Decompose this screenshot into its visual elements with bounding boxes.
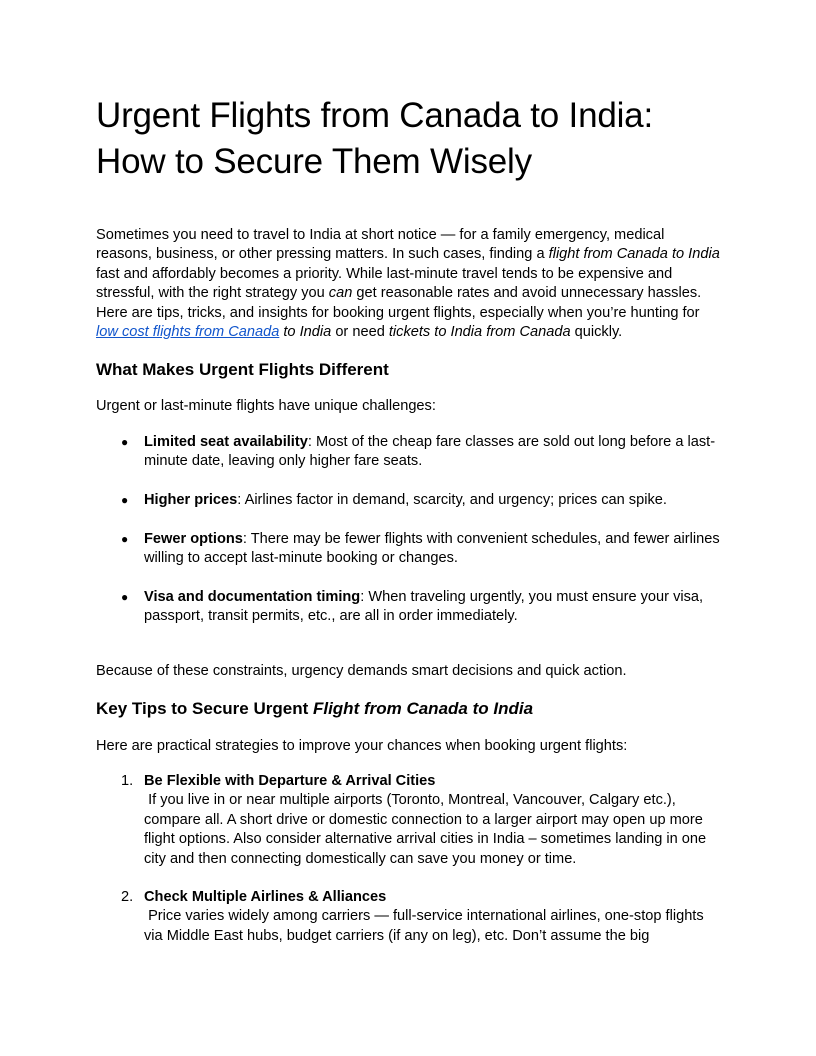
list-item-head: Fewer options bbox=[144, 531, 243, 547]
bullet-icon: ● bbox=[121, 435, 129, 449]
intro-paragraph bbox=[96, 226, 720, 342]
list-item-text: : Airlines factor in demand, scarcity, and urgency; prices can spike. bbox=[237, 492, 667, 508]
list-item-text: If you live in or near multiple airports (Toronto, Montreal, Vancouver, Calgary etc.), compare all. A short drive or domestic connection to a larger airport may open up more flight options. Also consider alternative arrival cities in India – sometimes landing in one city and then connecting domestically can save you money or time. bbox=[144, 792, 711, 867]
title-line-2: How to Secure Them Wisely bbox=[96, 142, 532, 181]
intro-italic-1: flight from Canada to India bbox=[548, 246, 720, 263]
list-item-body bbox=[144, 772, 720, 869]
section2-lead: Here are practical strategies to improve your chances when booking urgent flights: bbox=[96, 738, 628, 754]
list-number: 2. bbox=[121, 889, 134, 905]
list-item-head: Be Flexible with Departure & Arrival Cities bbox=[144, 773, 436, 789]
section2-heading bbox=[96, 698, 533, 720]
list-item-text: Price varies widely among carriers — full-service international airlines, one-stop flights via Middle East hubs, budget carriers (if any on leg), etc. Don’t assume the big bbox=[144, 908, 708, 944]
list-item-head: Visa and documentation timing bbox=[144, 589, 361, 605]
section1-lead: Urgent or last-minute flights have unique challenges: bbox=[96, 398, 436, 414]
list-item-body bbox=[144, 530, 720, 569]
intro-italic-4: tickets to India from Canada bbox=[388, 324, 571, 341]
low-cost-flights-link[interactable]: low cost flights from Canada bbox=[96, 324, 280, 341]
section1-heading: What Makes Urgent Flights Different bbox=[96, 360, 389, 379]
bullet-icon: ● bbox=[121, 590, 129, 604]
bullet-icon: ● bbox=[121, 532, 129, 546]
list-item-text: : Most of the cheap fare classes are sold out long before a last-minute date, leaving only higher fare seats. bbox=[144, 434, 716, 470]
section2-heading-italic: Flight from Canada to India bbox=[312, 699, 534, 718]
list-item-text: : When traveling urgently, you must ensure your visa, passport, transit permits, etc., are all in order immediately. bbox=[144, 589, 704, 625]
list-item-text: : There may be fewer flights with convenient schedules, and fewer airlines willing to accept last-minute booking or changes. bbox=[144, 531, 720, 567]
intro-italic-2: can bbox=[328, 285, 353, 302]
title-line-1: Urgent Flights from Canada to India: bbox=[96, 96, 653, 135]
list-item-head: Check Multiple Airlines & Alliances bbox=[144, 889, 387, 905]
section1-closing: Because of these constraints, urgency demands smart decisions and quick action. bbox=[96, 663, 627, 679]
list-number: 1. bbox=[121, 773, 134, 789]
section2-heading-plain: Key Tips to Secure Urgent bbox=[96, 699, 313, 718]
intro-text-1: Sometimes you need to travel to India at short notice — for a family emergency, medical reasons, business, or other pressing matters. In such cases, finding a bbox=[96, 227, 665, 263]
list-item-body bbox=[144, 433, 720, 472]
bullet-icon: ● bbox=[121, 493, 129, 507]
list-item-head: Higher prices bbox=[144, 492, 238, 508]
document-title bbox=[96, 93, 720, 185]
intro-text-5: quickly. bbox=[570, 324, 623, 341]
intro-italic-3: to India bbox=[279, 324, 332, 341]
list-item-body bbox=[144, 888, 720, 946]
list-item-body bbox=[144, 588, 720, 627]
list-item-head: Limited seat availability bbox=[144, 434, 308, 450]
list-item-body bbox=[144, 491, 720, 510]
intro-text-2: fast and affordably becomes a priority. While last-minute travel tends to be expensive and stressful, with the right strategy you bbox=[96, 265, 673, 302]
intro-text-4: or need bbox=[331, 324, 389, 341]
intro-text-3: get reasonable rates and avoid unnecessary hassles. Here are tips, tricks, and insights for booking urgent flights, especially when you’re hunting for bbox=[96, 285, 702, 321]
